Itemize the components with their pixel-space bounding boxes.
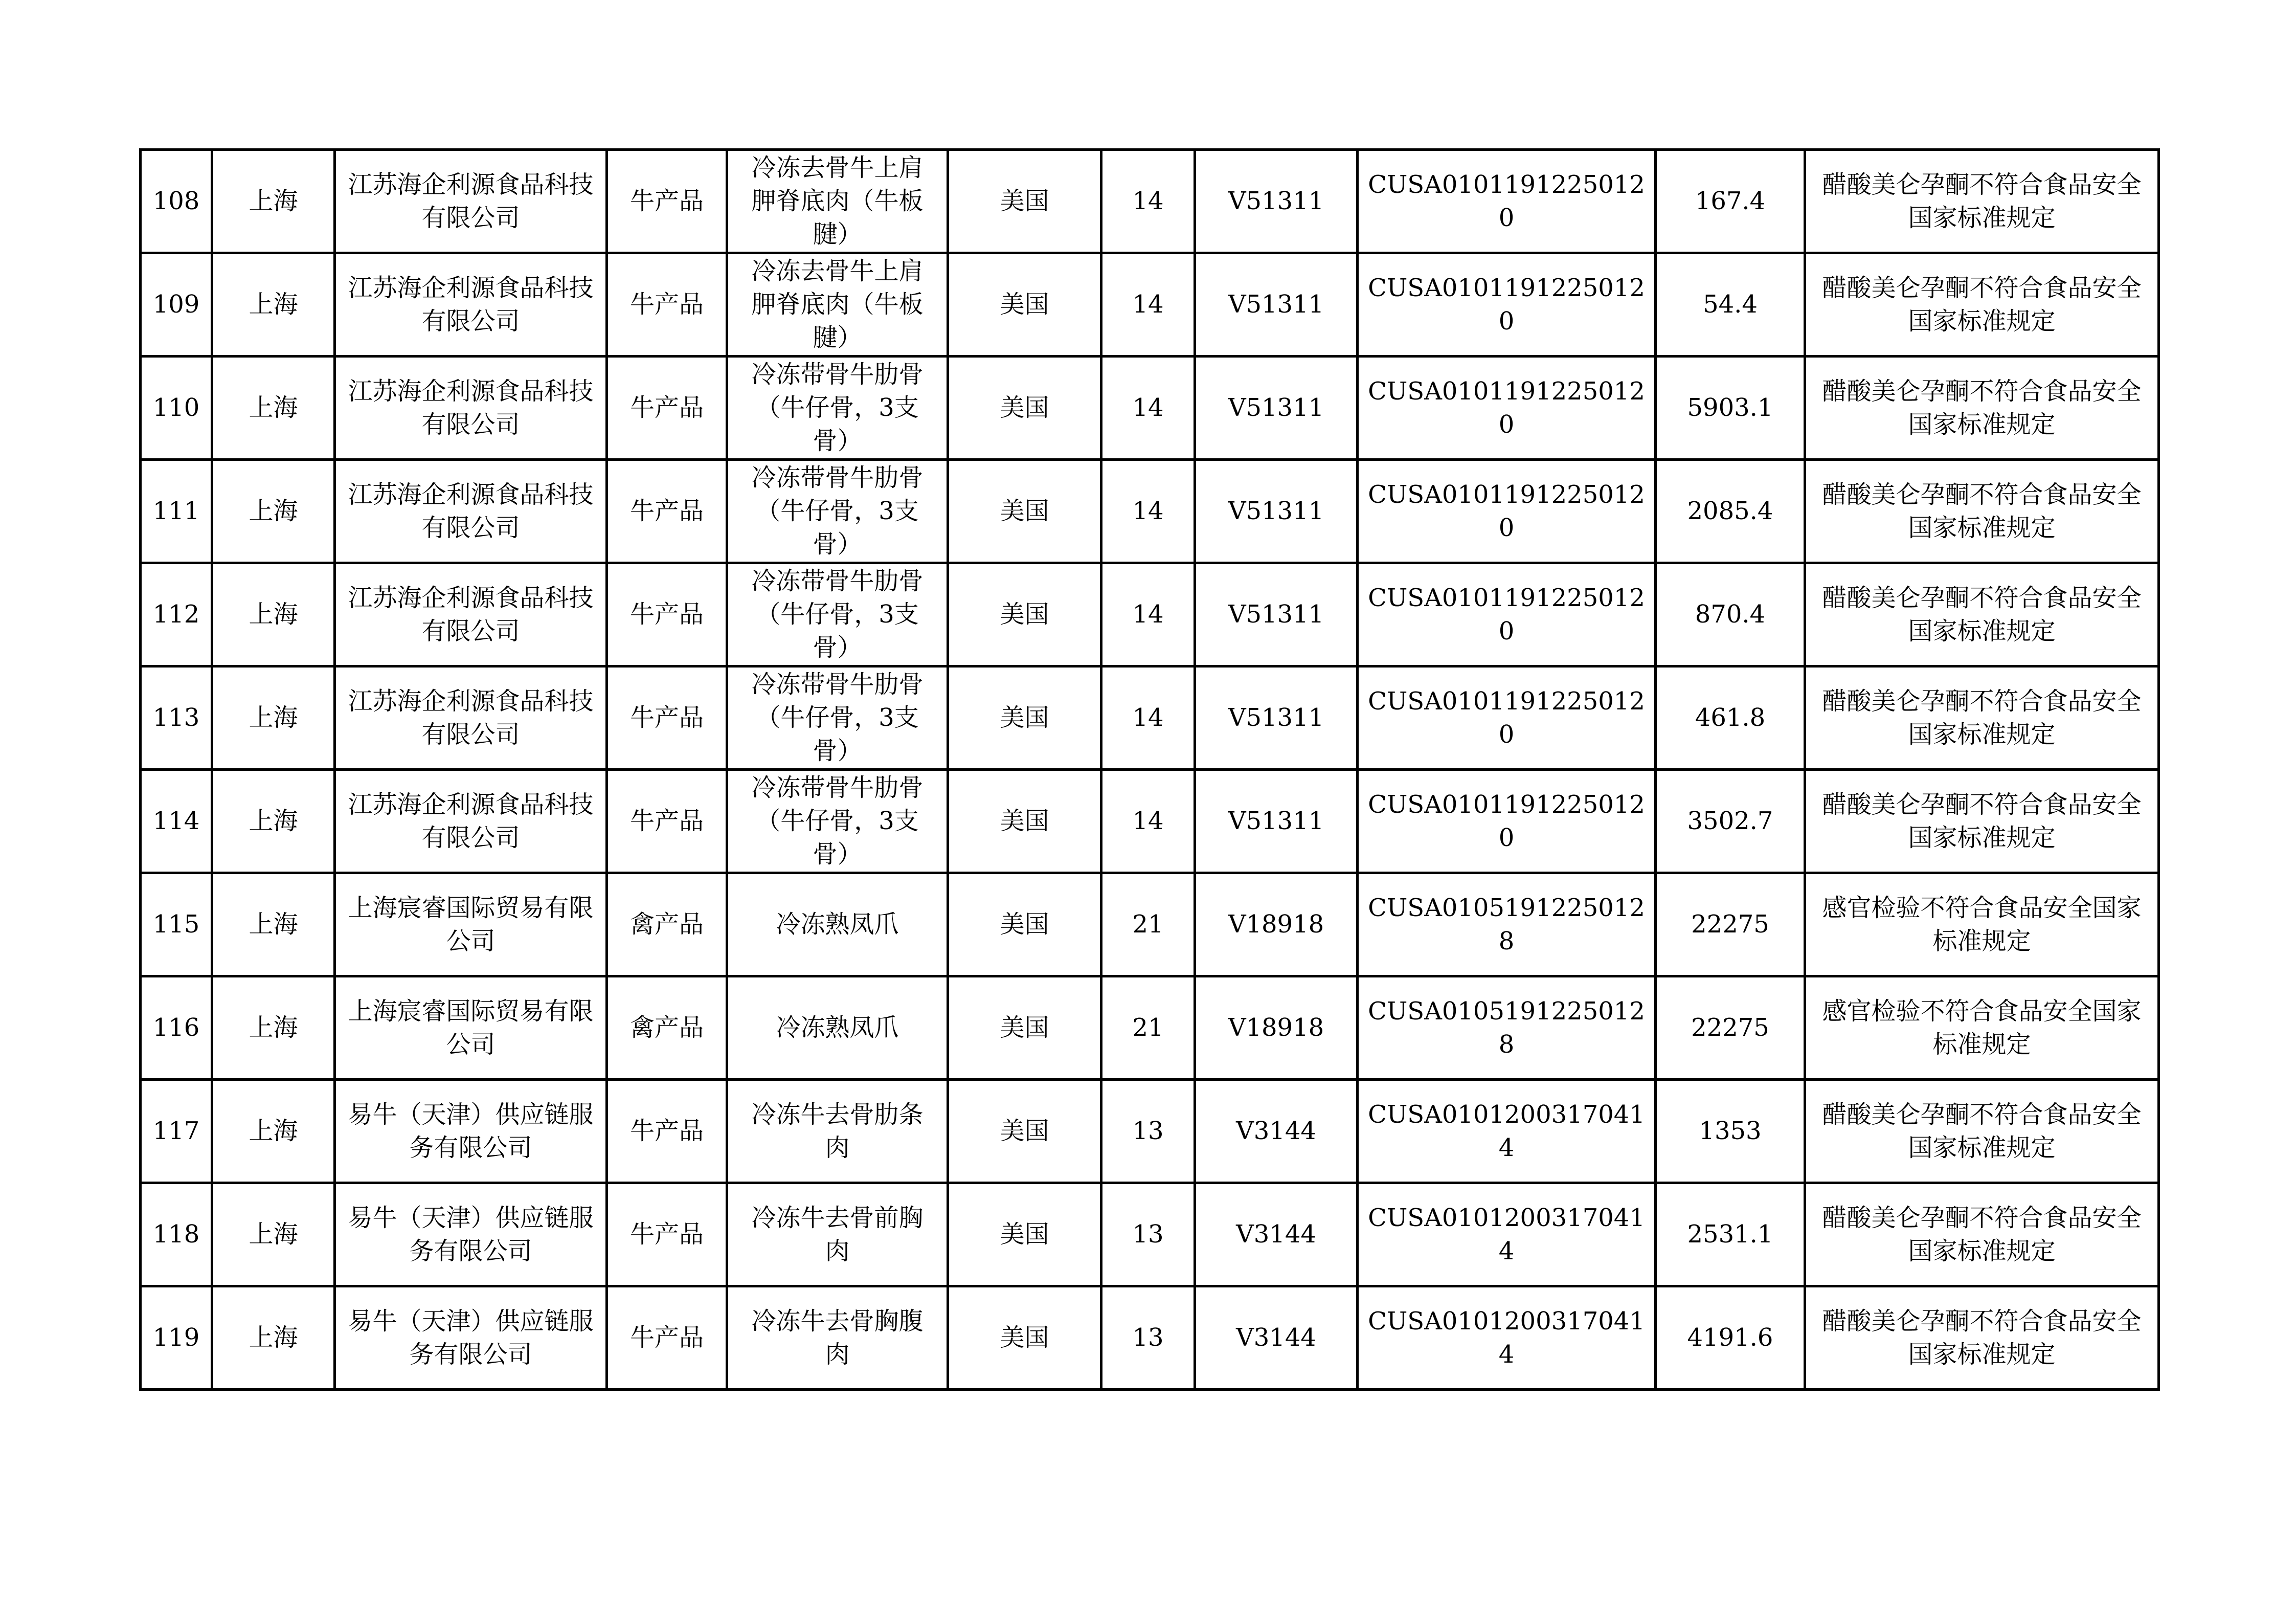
inspection-table	[139, 148, 2160, 1391]
country-cell: 美国	[948, 666, 1101, 770]
plant-number-cell: 14	[1101, 253, 1195, 357]
company-cell: 上海宸睿国际贸易有限公司	[335, 976, 607, 1080]
weight-cell: 461.8	[1656, 666, 1805, 770]
category-cell: 牛产品	[607, 357, 727, 460]
reason-cell: 醋酸美仑孕酮不符合食品安全国家标准规定	[1805, 253, 2159, 357]
country-cell: 美国	[948, 563, 1101, 666]
plant-number-cell: 14	[1101, 563, 1195, 666]
category-cell: 禽产品	[607, 976, 727, 1080]
plant-number-cell: 13	[1101, 1183, 1195, 1286]
container-number-cell: CUSA01011912250120	[1358, 150, 1656, 253]
plant-number-cell: 14	[1101, 150, 1195, 253]
vessel-cell: V51311	[1195, 563, 1358, 666]
region-cell: 上海	[212, 1286, 335, 1390]
region-cell: 上海	[212, 666, 335, 770]
country-cell: 美国	[948, 357, 1101, 460]
table-row	[141, 1080, 2159, 1183]
container-number-cell: CUSA01011912250120	[1358, 770, 1656, 873]
reason-cell: 感官检验不符合食品安全国家标准规定	[1805, 873, 2159, 976]
weight-cell: 22275	[1656, 976, 1805, 1080]
country-cell: 美国	[948, 253, 1101, 357]
container-number-cell: CUSA01011912250120	[1358, 563, 1656, 666]
reason-cell: 醋酸美仑孕酮不符合食品安全国家标准规定	[1805, 1080, 2159, 1183]
weight-cell: 4191.6	[1656, 1286, 1805, 1390]
category-cell: 牛产品	[607, 253, 727, 357]
table-row	[141, 666, 2159, 770]
product-cell: 冷冻带骨牛肋骨（牛仔骨，3支骨）	[727, 770, 948, 873]
vessel-cell: V18918	[1195, 873, 1358, 976]
row-number-cell: 108	[141, 150, 212, 253]
weight-cell: 22275	[1656, 873, 1805, 976]
vessel-cell: V3144	[1195, 1080, 1358, 1183]
reason-cell: 醋酸美仑孕酮不符合食品安全国家标准规定	[1805, 1286, 2159, 1390]
plant-number-cell: 13	[1101, 1286, 1195, 1390]
table-row	[141, 770, 2159, 873]
weight-cell: 167.4	[1656, 150, 1805, 253]
weight-cell: 870.4	[1656, 563, 1805, 666]
product-cell: 冷冻牛去骨肋条肉	[727, 1080, 948, 1183]
company-cell: 易牛（天津）供应链服务有限公司	[335, 1080, 607, 1183]
plant-number-cell: 14	[1101, 357, 1195, 460]
vessel-cell: V51311	[1195, 253, 1358, 357]
vessel-cell: V3144	[1195, 1183, 1358, 1286]
reason-cell: 醋酸美仑孕酮不符合食品安全国家标准规定	[1805, 563, 2159, 666]
row-number-cell: 118	[141, 1183, 212, 1286]
region-cell: 上海	[212, 253, 335, 357]
row-number-cell: 119	[141, 1286, 212, 1390]
container-number-cell: CUSA01012003170414	[1358, 1286, 1656, 1390]
category-cell: 牛产品	[607, 460, 727, 563]
product-cell: 冷冻带骨牛肋骨（牛仔骨，3支骨）	[727, 357, 948, 460]
table-row	[141, 253, 2159, 357]
category-cell: 牛产品	[607, 1286, 727, 1390]
product-cell: 冷冻带骨牛肋骨（牛仔骨，3支骨）	[727, 460, 948, 563]
row-number-cell: 112	[141, 563, 212, 666]
weight-cell: 1353	[1656, 1080, 1805, 1183]
row-number-cell: 117	[141, 1080, 212, 1183]
company-cell: 江苏海企利源食品科技有限公司	[335, 253, 607, 357]
plant-number-cell: 21	[1101, 976, 1195, 1080]
plant-number-cell: 14	[1101, 770, 1195, 873]
row-number-cell: 109	[141, 253, 212, 357]
product-cell: 冷冻带骨牛肋骨（牛仔骨，3支骨）	[727, 563, 948, 666]
table-row	[141, 1183, 2159, 1286]
company-cell: 江苏海企利源食品科技有限公司	[335, 770, 607, 873]
region-cell: 上海	[212, 357, 335, 460]
table-row	[141, 1286, 2159, 1390]
weight-cell: 2531.1	[1656, 1183, 1805, 1286]
row-number-cell: 110	[141, 357, 212, 460]
company-cell: 易牛（天津）供应链服务有限公司	[335, 1183, 607, 1286]
reason-cell: 感官检验不符合食品安全国家标准规定	[1805, 976, 2159, 1080]
region-cell: 上海	[212, 976, 335, 1080]
company-cell: 上海宸睿国际贸易有限公司	[335, 873, 607, 976]
vessel-cell: V51311	[1195, 150, 1358, 253]
plant-number-cell: 21	[1101, 873, 1195, 976]
product-cell: 冷冻去骨牛上肩胛脊底肉（牛板腱）	[727, 253, 948, 357]
container-number-cell: CUSA01012003170414	[1358, 1183, 1656, 1286]
row-number-cell: 114	[141, 770, 212, 873]
table-row	[141, 976, 2159, 1080]
plant-number-cell: 13	[1101, 1080, 1195, 1183]
container-number-cell: CUSA01051912250128	[1358, 976, 1656, 1080]
category-cell: 牛产品	[607, 150, 727, 253]
product-cell: 冷冻带骨牛肋骨（牛仔骨，3支骨）	[727, 666, 948, 770]
region-cell: 上海	[212, 460, 335, 563]
company-cell: 易牛（天津）供应链服务有限公司	[335, 1286, 607, 1390]
table-row	[141, 357, 2159, 460]
vessel-cell: V51311	[1195, 357, 1358, 460]
vessel-cell: V3144	[1195, 1286, 1358, 1390]
category-cell: 禽产品	[607, 873, 727, 976]
region-cell: 上海	[212, 770, 335, 873]
weight-cell: 5903.1	[1656, 357, 1805, 460]
product-cell: 冷冻熟凤爪	[727, 873, 948, 976]
country-cell: 美国	[948, 873, 1101, 976]
country-cell: 美国	[948, 150, 1101, 253]
container-number-cell: CUSA01051912250128	[1358, 873, 1656, 976]
container-number-cell: CUSA01012003170414	[1358, 1080, 1656, 1183]
category-cell: 牛产品	[607, 666, 727, 770]
weight-cell: 2085.4	[1656, 460, 1805, 563]
container-number-cell: CUSA01011912250120	[1358, 460, 1656, 563]
row-number-cell: 115	[141, 873, 212, 976]
row-number-cell: 113	[141, 666, 212, 770]
region-cell: 上海	[212, 1183, 335, 1286]
vessel-cell: V18918	[1195, 976, 1358, 1080]
country-cell: 美国	[948, 1183, 1101, 1286]
vessel-cell: V51311	[1195, 666, 1358, 770]
plant-number-cell: 14	[1101, 666, 1195, 770]
vessel-cell: V51311	[1195, 770, 1358, 873]
company-cell: 江苏海企利源食品科技有限公司	[335, 357, 607, 460]
reason-cell: 醋酸美仑孕酮不符合食品安全国家标准规定	[1805, 770, 2159, 873]
plant-number-cell: 14	[1101, 460, 1195, 563]
reason-cell: 醋酸美仑孕酮不符合食品安全国家标准规定	[1805, 460, 2159, 563]
reason-cell: 醋酸美仑孕酮不符合食品安全国家标准规定	[1805, 357, 2159, 460]
reason-cell: 醋酸美仑孕酮不符合食品安全国家标准规定	[1805, 666, 2159, 770]
table-row	[141, 150, 2159, 253]
container-number-cell: CUSA01011912250120	[1358, 357, 1656, 460]
country-cell: 美国	[948, 1080, 1101, 1183]
product-cell: 冷冻去骨牛上肩胛脊底肉（牛板腱）	[727, 150, 948, 253]
category-cell: 牛产品	[607, 563, 727, 666]
company-cell: 江苏海企利源食品科技有限公司	[335, 460, 607, 563]
reason-cell: 醋酸美仑孕酮不符合食品安全国家标准规定	[1805, 1183, 2159, 1286]
weight-cell: 54.4	[1656, 253, 1805, 357]
category-cell: 牛产品	[607, 1080, 727, 1183]
country-cell: 美国	[948, 460, 1101, 563]
company-cell: 江苏海企利源食品科技有限公司	[335, 666, 607, 770]
country-cell: 美国	[948, 976, 1101, 1080]
region-cell: 上海	[212, 873, 335, 976]
product-cell: 冷冻熟凤爪	[727, 976, 948, 1080]
table-row	[141, 563, 2159, 666]
region-cell: 上海	[212, 1080, 335, 1183]
row-number-cell: 111	[141, 460, 212, 563]
country-cell: 美国	[948, 1286, 1101, 1390]
container-number-cell: CUSA01011912250120	[1358, 253, 1656, 357]
product-cell: 冷冻牛去骨胸腹肉	[727, 1286, 948, 1390]
product-cell: 冷冻牛去骨前胸肉	[727, 1183, 948, 1286]
table-body	[141, 150, 2159, 1390]
company-cell: 江苏海企利源食品科技有限公司	[335, 150, 607, 253]
company-cell: 江苏海企利源食品科技有限公司	[335, 563, 607, 666]
vessel-cell: V51311	[1195, 460, 1358, 563]
country-cell: 美国	[948, 770, 1101, 873]
category-cell: 牛产品	[607, 770, 727, 873]
weight-cell: 3502.7	[1656, 770, 1805, 873]
region-cell: 上海	[212, 563, 335, 666]
table-row	[141, 873, 2159, 976]
table-row	[141, 460, 2159, 563]
container-number-cell: CUSA01011912250120	[1358, 666, 1656, 770]
region-cell: 上海	[212, 150, 335, 253]
category-cell: 牛产品	[607, 1183, 727, 1286]
row-number-cell: 116	[141, 976, 212, 1080]
reason-cell: 醋酸美仑孕酮不符合食品安全国家标准规定	[1805, 150, 2159, 253]
